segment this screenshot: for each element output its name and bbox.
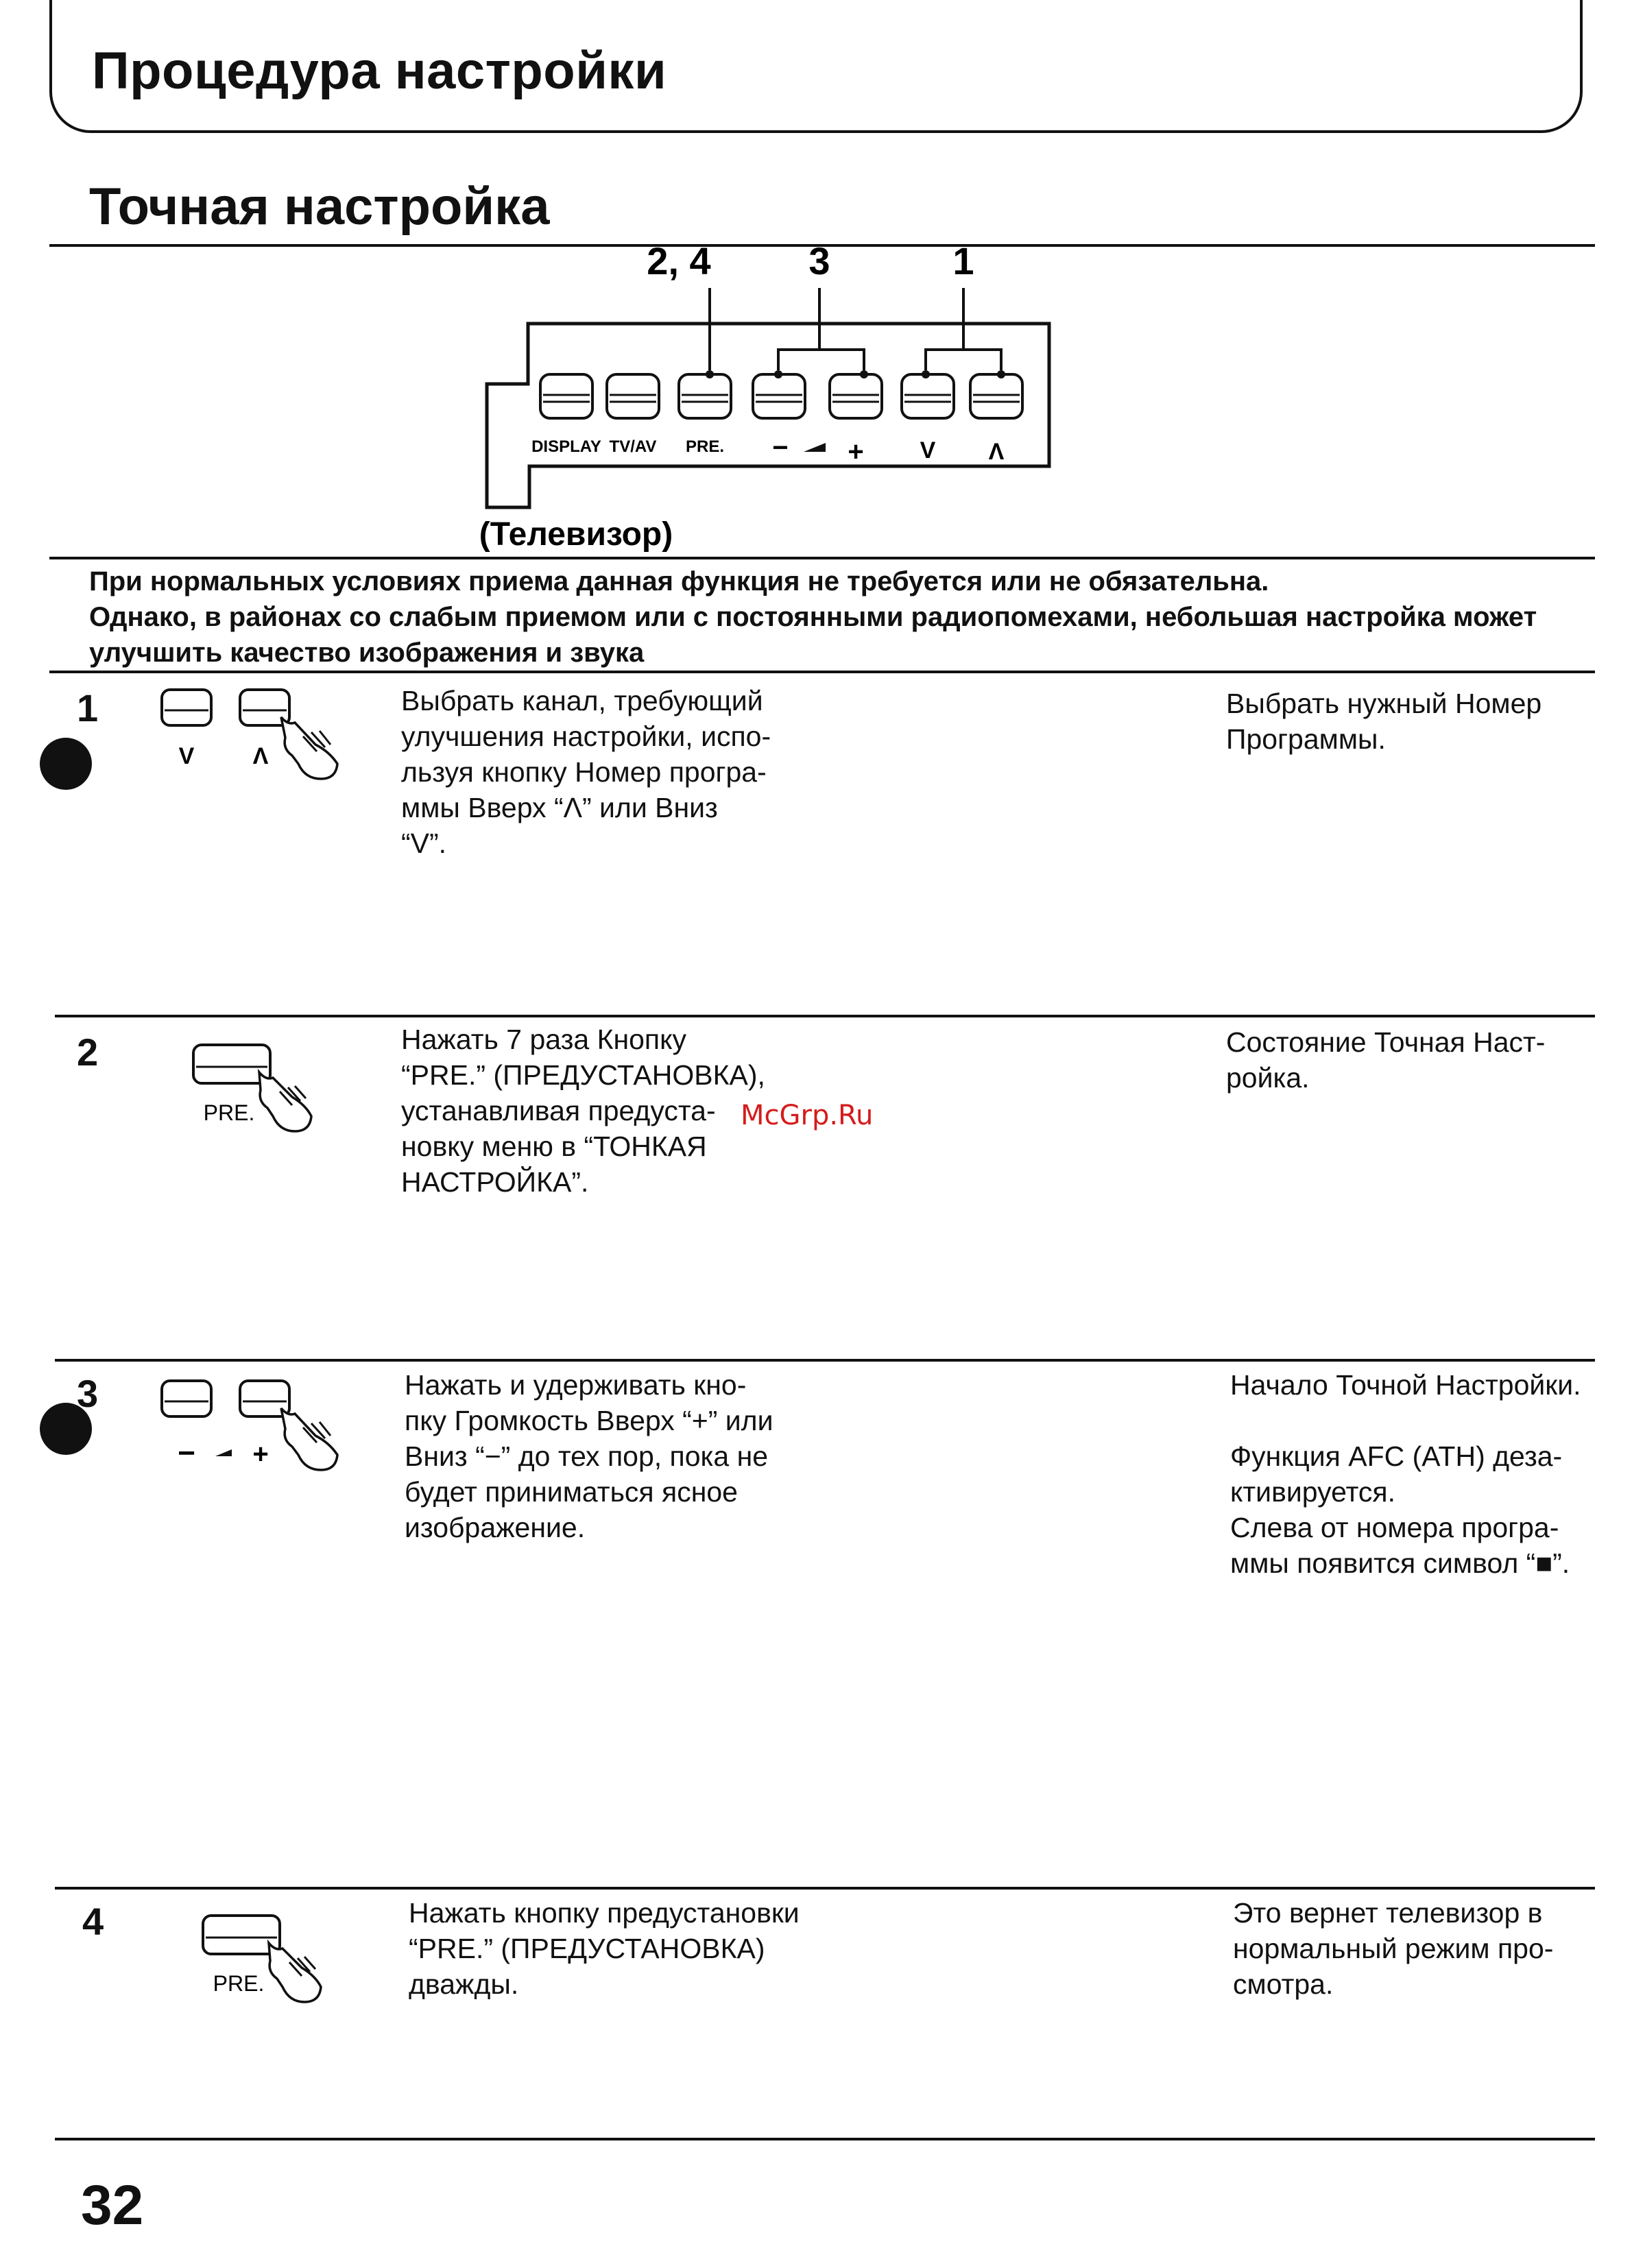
text-line: пку Громкость Вверх “+” или	[405, 1405, 773, 1436]
text-line: Функция AFC (АТН) деза-	[1230, 1440, 1563, 1472]
text-line: Нажать кнопку предустановки	[409, 1897, 800, 1929]
text-line: улучшения настройки, испо-	[401, 721, 771, 752]
callout-1: 1	[952, 240, 974, 282]
step-number: 1	[77, 686, 99, 729]
callout-2-4: 2, 4	[647, 240, 711, 282]
tv-av-label: TV/AV	[609, 437, 657, 456]
callout-3: 3	[808, 240, 830, 282]
text-line: ройка.	[1226, 1062, 1310, 1094]
tv-control-panel-diagram	[473, 240, 1077, 562]
plus-key-label: +	[252, 1439, 269, 1469]
step-2-instruction	[401, 1022, 785, 1200]
step-2-pre-button-icon	[185, 1028, 329, 1145]
blank-line	[1230, 1403, 1590, 1438]
volume-down-button	[753, 374, 805, 418]
text-line: Вниз “−” до тех пор, пока не	[405, 1440, 769, 1472]
text-line: новку меню в “ТОНКАЯ	[401, 1131, 707, 1162]
text-line: ммы появится символ “■”.	[1230, 1547, 1570, 1579]
pre-key-label: PRE.	[203, 1100, 255, 1125]
text-line: изображение.	[405, 1512, 586, 1543]
pointing-hand-icon	[281, 717, 337, 779]
step-divider	[55, 1359, 1595, 1362]
display-button	[540, 374, 592, 418]
pointing-hand-icon	[269, 1943, 321, 2002]
volume-icon	[804, 443, 826, 452]
text-line: Нажать 7 раза Кнопку	[401, 1024, 687, 1055]
text-line: Выбрать нужный Номер	[1226, 688, 1542, 719]
bullet-dot	[40, 738, 92, 790]
pre-key-label: PRE.	[213, 1971, 265, 1996]
step-divider	[55, 1887, 1595, 1890]
intro-text	[89, 564, 1598, 671]
step-1-buttons-icon	[158, 683, 357, 786]
text-line: будет приниматься ясное	[405, 1476, 738, 1508]
up-label: Λ	[988, 439, 1005, 465]
step-number: 4	[82, 1900, 104, 1943]
section-title: Точная настройка	[89, 178, 550, 236]
minus-key-label: −	[178, 1436, 195, 1470]
text-line: Это вернет телевизор в	[1233, 1897, 1543, 1929]
program-down-button	[902, 374, 954, 418]
text-line: Нажать и удерживать кно-	[405, 1369, 747, 1401]
text-line: Программы.	[1226, 723, 1386, 755]
step-number: 2	[77, 1030, 99, 1074]
tv-av-button	[607, 374, 659, 418]
step-4-instruction	[409, 1895, 806, 2002]
text-line: льзуя кнопку Номер програ-	[401, 756, 767, 788]
display-label: DISPLAY	[531, 437, 601, 456]
step-4-result	[1233, 1895, 1593, 2002]
intro-bottom-rule	[49, 671, 1595, 673]
text-line: НАСТРОЙКА”.	[401, 1166, 589, 1198]
text-line: дважды.	[409, 1968, 519, 2000]
plus-label: +	[848, 437, 864, 467]
step-3-instruction	[405, 1367, 789, 1545]
down-key-label: V	[178, 743, 195, 769]
program-up-button	[970, 374, 1022, 418]
pre-label: PRE.	[685, 437, 725, 456]
volume-icon	[215, 1449, 232, 1456]
text-line: Слева от номера програ-	[1230, 1512, 1559, 1543]
step-1-instruction	[401, 683, 785, 861]
pointing-hand-icon	[259, 1072, 311, 1131]
diagram-caption: (Телевизор)	[479, 516, 673, 553]
step-2-result	[1226, 1024, 1586, 1096]
text-line: “PRE.” (ПРЕДУСТАНОВКА),	[401, 1059, 765, 1091]
text-line: “PRE.” (ПРЕДУСТАНОВКА)	[409, 1933, 765, 1964]
up-key-label: Λ	[252, 743, 269, 769]
footer-rule	[55, 2138, 1595, 2140]
text-line: Выбрать канал, требующий	[401, 685, 763, 716]
v-label: V	[920, 437, 936, 463]
step-4-pre-button-icon	[195, 1899, 339, 2016]
intro-line-2: Однако, в районах со слабым приемом или с постоянными радиопомехами, небольшая настройка может	[89, 602, 1537, 632]
text-line: ктивируется.	[1230, 1476, 1395, 1508]
text-line: ммы Вверх “Λ” или Вниз	[401, 792, 718, 823]
text-line: смотра.	[1233, 1968, 1334, 2000]
text-line: нормальный режим про-	[1233, 1933, 1554, 1964]
watermark: McGrp.Ru	[741, 1100, 874, 1131]
minus-label: −	[772, 433, 789, 463]
intro-line-3: улучшить качество изображения и звука	[89, 638, 645, 668]
pointing-hand-icon	[281, 1408, 337, 1470]
page-title: Процедура настройки	[92, 42, 667, 100]
text-line: “V”.	[401, 828, 447, 859]
text-line: Начало Точной Настройки.	[1230, 1369, 1581, 1401]
step-divider	[55, 1015, 1595, 1017]
step-3-volume-buttons-icon	[158, 1374, 363, 1484]
text-line: Состояние Точная Наст-	[1226, 1026, 1546, 1058]
pre-button	[679, 374, 731, 418]
step-1-result	[1226, 686, 1586, 757]
intro-line-1: При нормальных условиях приема данная функция не требуется или не обязательна.	[89, 566, 1269, 596]
step-number: 3	[77, 1372, 99, 1415]
intro-top-rule	[49, 557, 1595, 559]
text-line: устанавливая предуста-	[401, 1095, 716, 1126]
page-number: 32	[81, 2174, 144, 2236]
step-3-result	[1230, 1367, 1590, 1581]
callout-lines	[710, 288, 1001, 370]
volume-up-button	[830, 374, 882, 418]
